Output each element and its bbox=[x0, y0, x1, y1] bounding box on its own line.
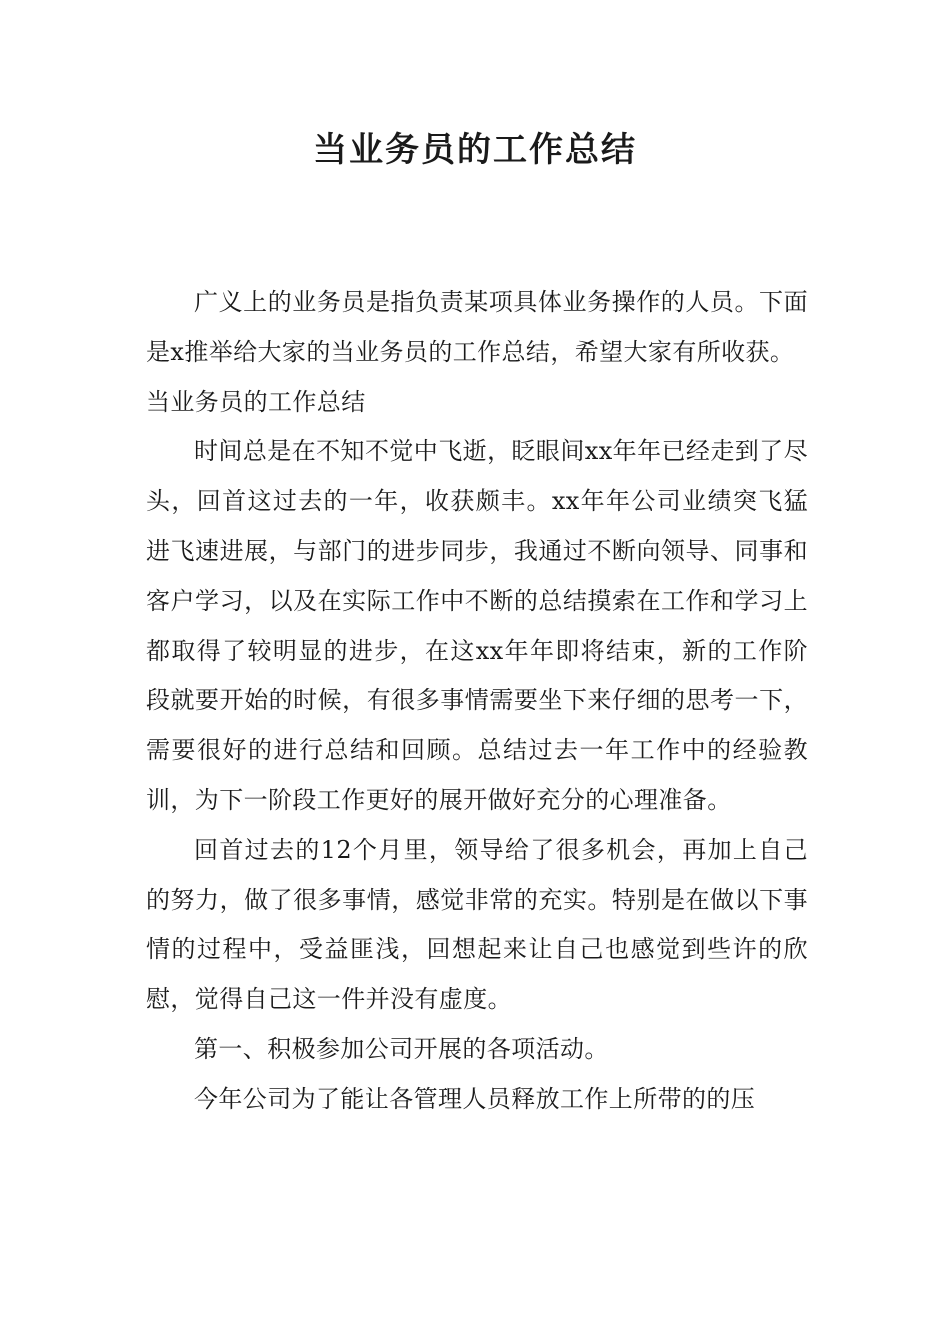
paragraph-intro: 广义上的业务员是指负责某项具体业务操作的人员。下面是x推举给大家的当业务员的工作总结，希望大家有所收获。 bbox=[146, 288, 808, 366]
paragraph-activities: 今年公司为了能让各管理人员释放工作上所带的的压 bbox=[194, 1084, 756, 1113]
document-title: 当业务员的工作总结 bbox=[313, 130, 637, 170]
paragraph-point-one: 第一、积极参加公司开展的各项活动。 bbox=[194, 1034, 609, 1063]
paragraph-review: 回首过去的12个月里，领导给了很多机会，再加上自己的努力，做了很多事情，感觉非常的充实。特别是在做以下事情的过程中，受益匪浅，回想起来让自己也感觉到些许的欣慰，觉得自己这一件并没有虚度。 bbox=[146, 835, 808, 1014]
document-body bbox=[146, 278, 808, 1125]
paragraph-subtitle: 当业务员的工作总结 bbox=[146, 387, 366, 416]
paragraph-summary: 时间总是在不知不觉中飞逝，眨眼间xx年年已经走到了尽头，回首这过去的一年，收获颇丰。xx年年公司业绩突飞猛进飞速进展，与部门的进步同步，我通过不断向领导、同事和客户学习，以及在实际工作中不断的总结摸索在工作和学习上都取得了较明显的进步，在这xx年年即将结束，新的工作阶段就要开始的时候，有很多事情需要坐下来仔细的思考一下，需要很好的进行总结和回顾。总结过去一年工作中的经验教训，为下一阶段工作更好的展开做好充分的心理准备。 bbox=[146, 437, 808, 814]
